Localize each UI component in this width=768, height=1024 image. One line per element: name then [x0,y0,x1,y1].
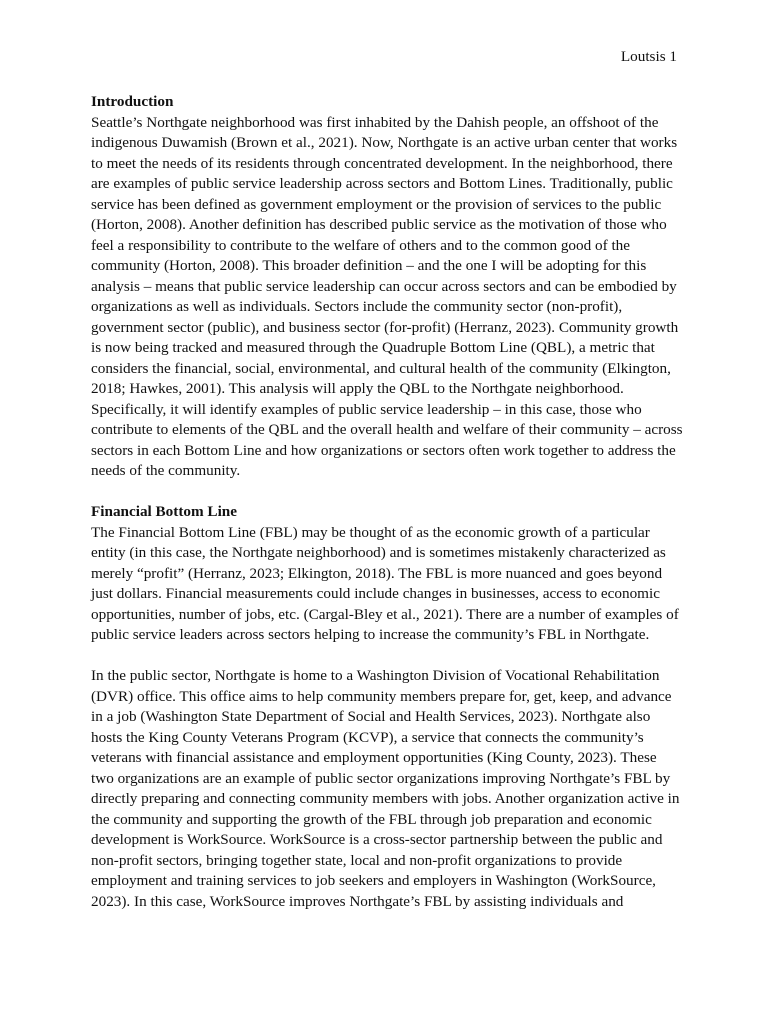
text-line: The Financial Bottom Line (FBL) may be thought of as the economic growth of a particular [91,523,650,541]
running-head: Loutsis 1 [620,48,677,65]
text-line: (Horton, 2008). Another definition has described public service as the motivation of those who [91,216,667,233]
financial-paragraph-1 [91,523,681,646]
text-line: directly preparing and connecting community members with jobs. Another organization active in [91,790,680,807]
text-line: in a job (Washington State Department of Social and Health Services, 2023). Northgate also [91,708,651,725]
text-line: feel a responsibility to contribute to the welfare of others and to the common good of the [91,236,631,254]
paragraph-spacer [91,482,681,503]
text-line: employment and training services to job seekers and employers in Washington (WorkSource, [91,872,656,889]
text-line: veterans with financial assistance and employment opportunities (King County, 2023). These [91,749,657,766]
text-line: analysis – means that public service leadership can occur across sectors and can be embodied by [91,277,677,295]
text-line: Seattle’s Northgate neighborhood was first inhabited by the Dahish people, an offshoot of the [91,113,659,131]
text-line: 2018; Hawkes, 2001). This analysis will apply the QBL to the Northgate neighborhood. [91,380,624,397]
text-line: is now being tracked and measured through the Quadruple Bottom Line (QBL), a metric that [91,339,655,356]
text-line: contribute to elements of the QBL and the overall health and welfare of their community – across [91,421,683,438]
financial-paragraph-2 [91,666,681,912]
text-line: two organizations are an example of public sector organizations improving Northgate’s FBL by [91,769,671,787]
text-line: to meet the needs of its residents through concentrated development. In the neighborhood, there [91,154,673,172]
text-line: development is WorkSource. WorkSource is a cross-sector partnership between the public and [91,831,663,848]
text-line: (DVR) office. This office aims to help community members prepare for, get, keep, and advance [91,687,672,705]
text-line: are examples of public service leadership across sectors and Bottom Lines. Traditionally, public [91,175,673,192]
text-line: non-profit sectors, bringing together state, local and non-profit organizations to provide [91,851,623,869]
introduction-paragraph [91,113,681,482]
text-line: hosts the King County Veterans Program (KCVP), a service that connects the community’s [91,728,644,746]
text-line: sectors in each Bottom Line and how organizations or sectors often work together to address the [91,441,676,459]
text-line: service has been defined as government employment or the provision of services to the public [91,195,662,213]
text-line: 2023). In this case, WorkSource improves Northgate’s FBL by assisting individuals and [91,892,624,910]
text-line: considers the financial, social, environmental, and cultural health of the community (Elkington, [91,359,671,377]
text-line: government sector (public), and business sector (for-profit) (Herranz, 2023). Community growth [91,318,679,336]
text-line: Specifically, it will identify examples of public service leadership – in this case, those who [91,400,642,418]
financial-heading: Financial Bottom Line [91,503,237,520]
text-line: organizations as well as individuals. Sectors include the community sector (non-profit), [91,298,623,315]
text-line: opportunities, number of jobs, etc. (Cargal-Bley et al., 2021). There are a number of examples of [91,605,679,623]
introduction-heading: Introduction [91,93,174,110]
text-line: just dollars. Financial measurements could include changes in businesses, access to economic [91,585,660,602]
text-line: community (Horton, 2008). This broader definition – and the one I will be adopting for this [91,257,647,274]
text-line: indigenous Duwamish (Brown et al., 2021). Now, Northgate is an active urban center that works [91,134,678,151]
text-line: public service leaders across sectors helping to increase the community’s FBL in Northgate. [91,626,650,643]
text-line: entity (in this case, the Northgate neighborhood) and is sometimes mistakenly characterized as [91,544,666,561]
document-body [91,92,681,912]
paragraph-spacer [91,646,681,667]
text-line: merely “profit” (Herranz, 2023; Elkington, 2018). The FBL is more nuanced and goes beyond [91,564,663,582]
text-line: needs of the community. [91,462,241,479]
text-line: the community and supporting the growth of the FBL through job preparation and economic [91,810,652,828]
text-line: In the public sector, Northgate is home to a Washington Division of Vocational Rehabilitation [91,667,660,684]
